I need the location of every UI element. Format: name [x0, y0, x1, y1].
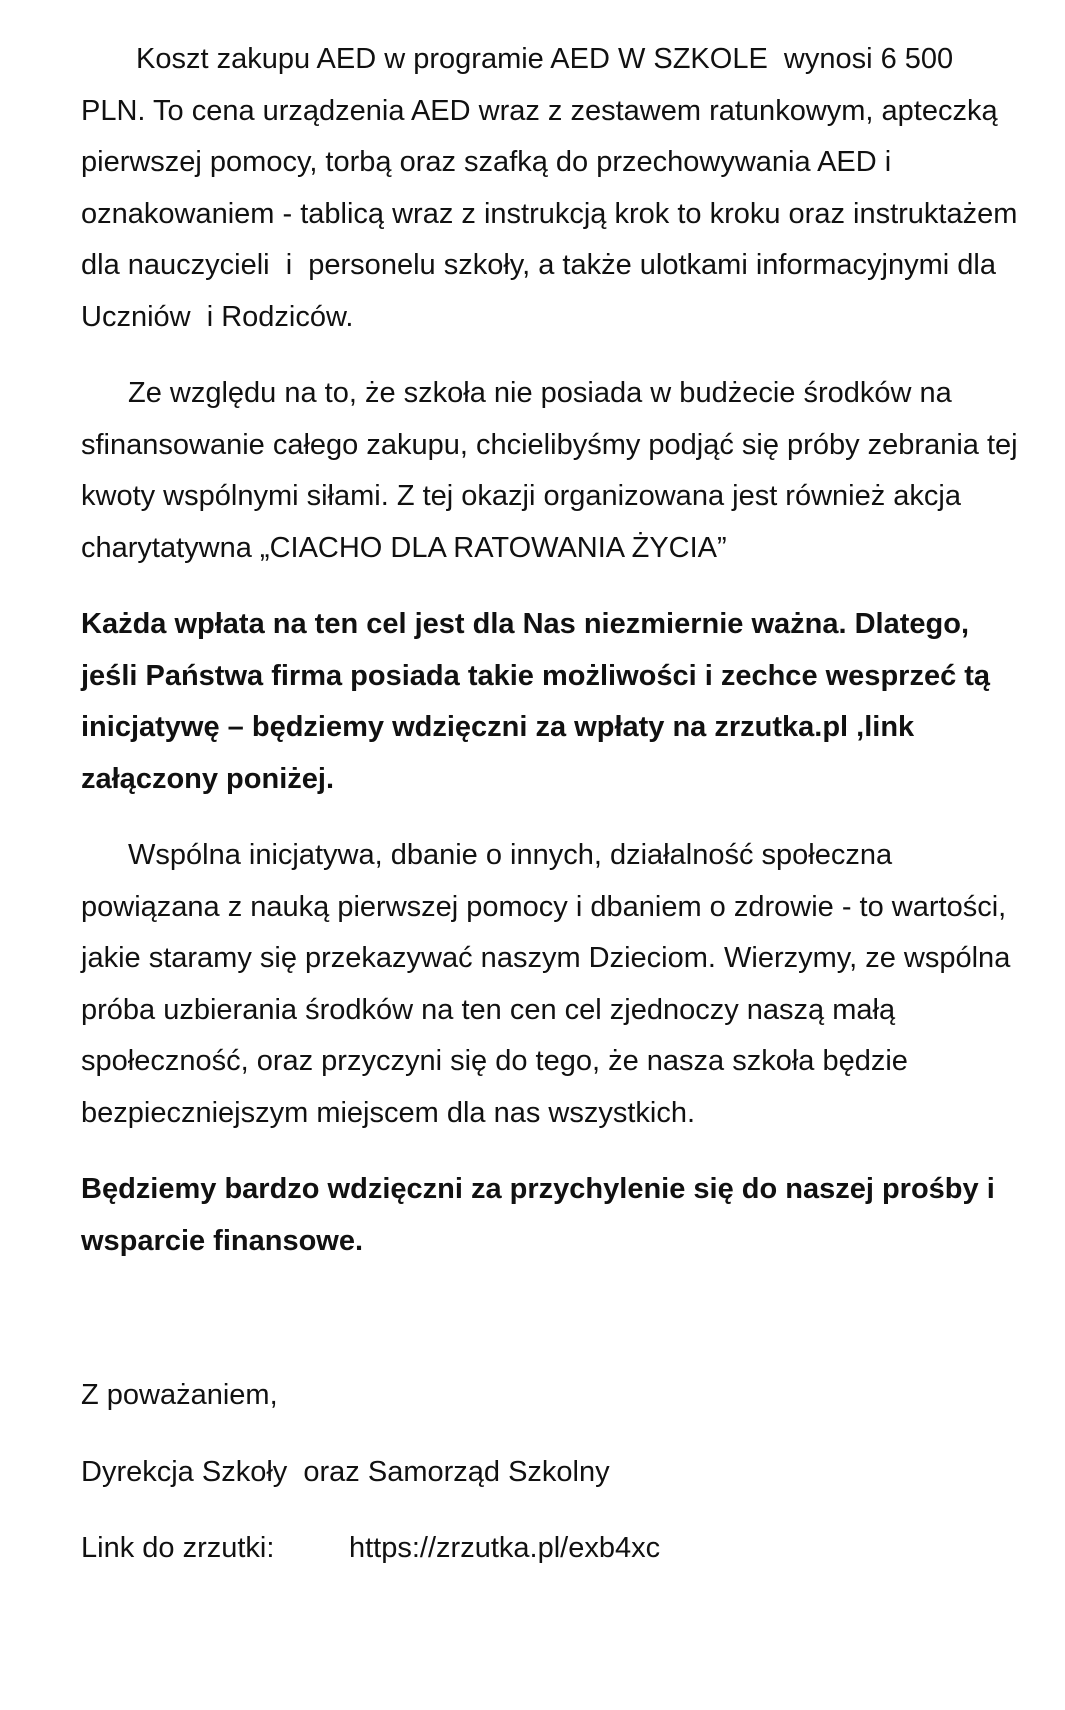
fundraiser-link[interactable]: https://zrzutka.pl/exb4xc	[349, 1532, 661, 1564]
paragraph-values: Wspólna inicjatywa, dbanie o innych, działalność społeczna powiązana z nauką pierwszej pomocy i dbaniem o zdrowie - to wartości, jakie staramy się przekazywać naszym Dzieciom. Wierzymy, ze wspólna próba uzbierania środków na ten cen cel zjednoczy naszą małą społeczność, oraz przyczyni się do tego, że nasza szkoła będzie bezpieczniejszym miejscem dla nas wszystkich.	[81, 839, 1019, 1129]
letter-document	[81, 34, 1026, 1575]
paragraph-fundraising: Ze względu na to, że szkoła nie posiada w budżecie środków na sfinansowanie całego zakupu, chcielibyśmy podjąć się próby zebrania tej kwoty wspólnymi siłami. Z tej okazji organizowana jest również akcja charytatywna „CIACHO DLA RATOWANIA ŻYCIA”	[81, 377, 1026, 564]
paragraph-donation-appeal: Każda wpłata na ten cel jest dla Nas niezmiernie ważna. Dlatego, jeśli Państwa firma posiada takie możliwości i zechce wesprzeć tą inicjatywę – będziemy wdzięczni za wpłaty na zrzutka.pl ,link załączony poniżej.	[81, 608, 999, 795]
paragraph-thanks: Będziemy bardzo wdzięczni za przychylenie się do naszej prośby i wsparcie finansowe.	[81, 1173, 1003, 1257]
signature: Dyrekcja Szkoły oraz Samorząd Szkolny	[81, 1455, 610, 1488]
closing-greeting: Z poważaniem,	[81, 1379, 278, 1411]
paragraph-cost: Koszt zakupu AED w programie AED W SZKOLE wynosi 6 500 PLN. To cena urządzenia AED wraz z zestawem ratunkowym, apteczką pierwszej pomocy, torbą oraz szafką do przechowywania AED i oznakowaniem - tablicą wraz z instrukcją krok to kroku oraz instruktażem dla nauczycieli i personelu szkoły, a także ulotkami informacyjnymi dla Uczniów i Rodziców.	[81, 43, 1026, 333]
link-row	[81, 1523, 1021, 1575]
link-label: Link do zrzutki:	[81, 1532, 275, 1564]
